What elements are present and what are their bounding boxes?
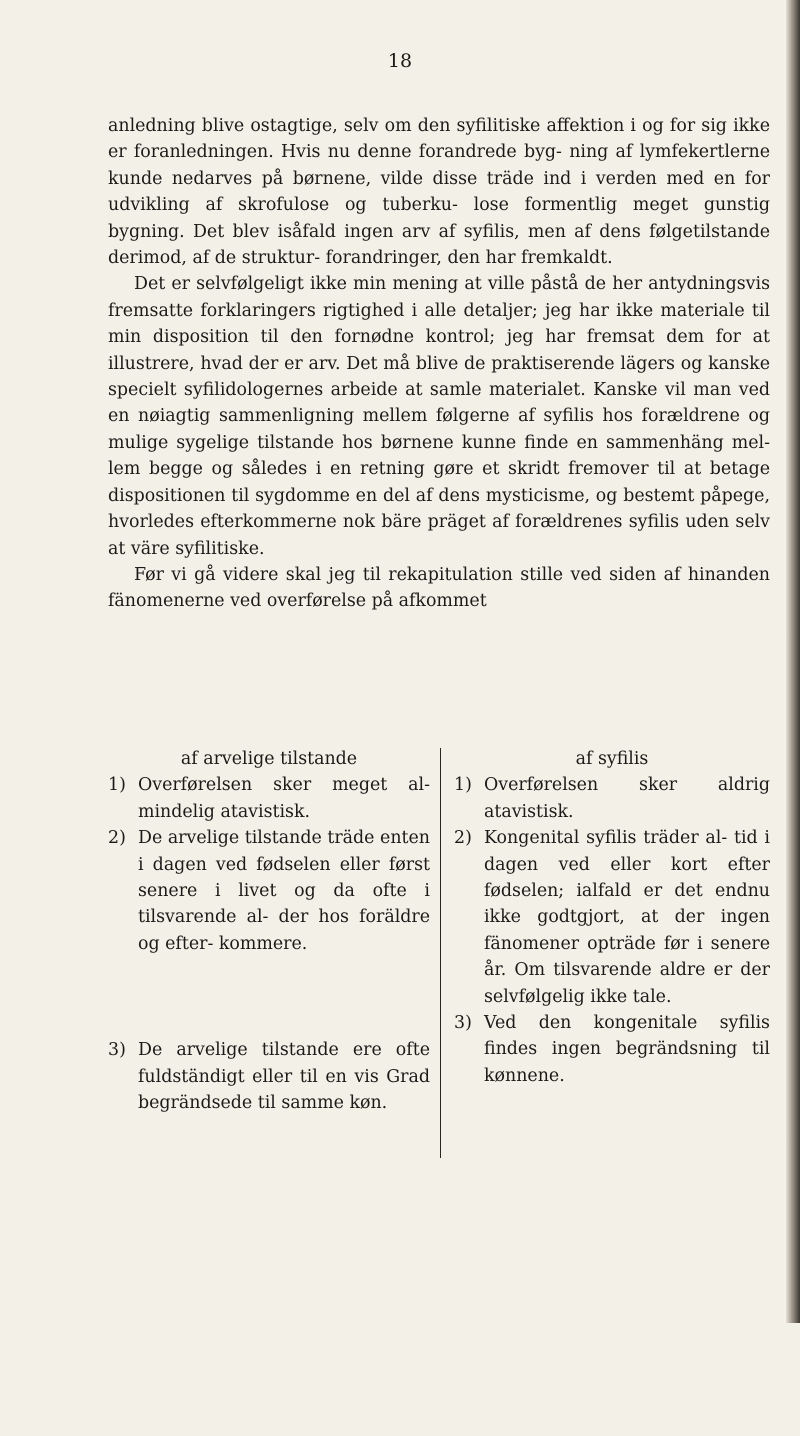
paragraph-2: Det er selvfølgeligt ikke min mening at ville påstå de her antydningsvis fremsatte forklaringers rigtighed i alle detaljer; jeg har ikke materiale til min disposition til den fornødne kontrol; jeg har fremsat dem for at illustrere, hvad der er arv. Det må blive de praktiserende lägers og kanske specielt syfilidologernes arbeide at samle materialet. Kanske vil man ved en nøiagtig sammenligning mellem følgerne af syfilis hos forældrene og mulige sygelige tilstande hos børnene kunne finde en sammenhäng mel- lem begge og således i en retning gøre et skridt fremover til at betage dispositionen til sygdomme en del af dens mysticisme, og bestemt påpege, hvorledes efterkommerne nok bäre präget af forældrenes syfilis uden selv at väre syfilitiske.: [108, 274, 770, 559]
column-hereditary: [108, 746, 430, 1116]
list-item: [108, 772, 430, 825]
list-item: [454, 825, 770, 1010]
item-number: 2): [108, 828, 126, 849]
item-text: Kongenital syfilis träder al- tid i dagen ved eller kort efter fødselen; ialfald er det endnu ikke godtgjort, at der ingen fänomener opträde før i senere år. Om tilsvarende aldre er der selvfølgelig ikke tale.: [484, 828, 770, 1007]
list-item: [454, 772, 770, 825]
item-text: Overførelsen sker meget al- mindelig atavistisk.: [138, 775, 430, 822]
column-divider: [440, 748, 441, 1158]
item-number: 1): [454, 775, 472, 796]
item-text: Overførelsen sker aldrig atavistisk.: [484, 775, 770, 822]
item-text: De arvelige tilstande ere ofte fuldständigt eller til en vis Grad begrändsede til samme køn.: [138, 1040, 430, 1114]
body-text: [108, 113, 770, 615]
paragraph-1: anledning blive ostagtige, selv om den syfilitiske affektion i og for sig ikke er foranledningen. Hvis nu denne forandrede byg- ning af lymfekertlerne kunde nedarves på børnene, vilde disse träde ind i verden med en for udvikling af skrofulose og tuberku- lose formentlig meget gunstig bygning. Det blev isåfald ingen arv af syfilis, men af dens følgetilstande derimod, af de struktur- forandringer, den har fremkaldt.: [108, 116, 770, 269]
list-item: [108, 1037, 430, 1116]
paragraph-3: Før vi gå videre skal jeg til rekapitulation stille ved siden af hinanden fänomenerne ved overførelse på afkommet: [108, 564, 770, 612]
column-heading-hereditary: af arvelige tilstande: [180, 749, 358, 769]
column-heading-syphilis: af syfilis: [575, 749, 649, 769]
page-edge-shadow: [786, 0, 800, 1323]
item-number: 3): [108, 1040, 126, 1061]
item-number: 3): [454, 1013, 472, 1034]
comparison-columns: [108, 746, 770, 1436]
page-number: 18: [387, 50, 413, 72]
item-number: 2): [454, 828, 472, 849]
item-number: 1): [108, 775, 126, 796]
item-text: Ved den kongenitale syfilis findes ingen begrändsning til kønnene.: [484, 1013, 770, 1086]
list-item: [454, 1010, 770, 1089]
item-text: De arvelige tilstande träde enten i dagen ved fødselen eller først senere i livet og da ofte i tilsvarende al- der hos foräldre og efter- kommere.: [138, 828, 430, 954]
list-item: [108, 825, 430, 957]
column-syphilis: [454, 746, 770, 1089]
